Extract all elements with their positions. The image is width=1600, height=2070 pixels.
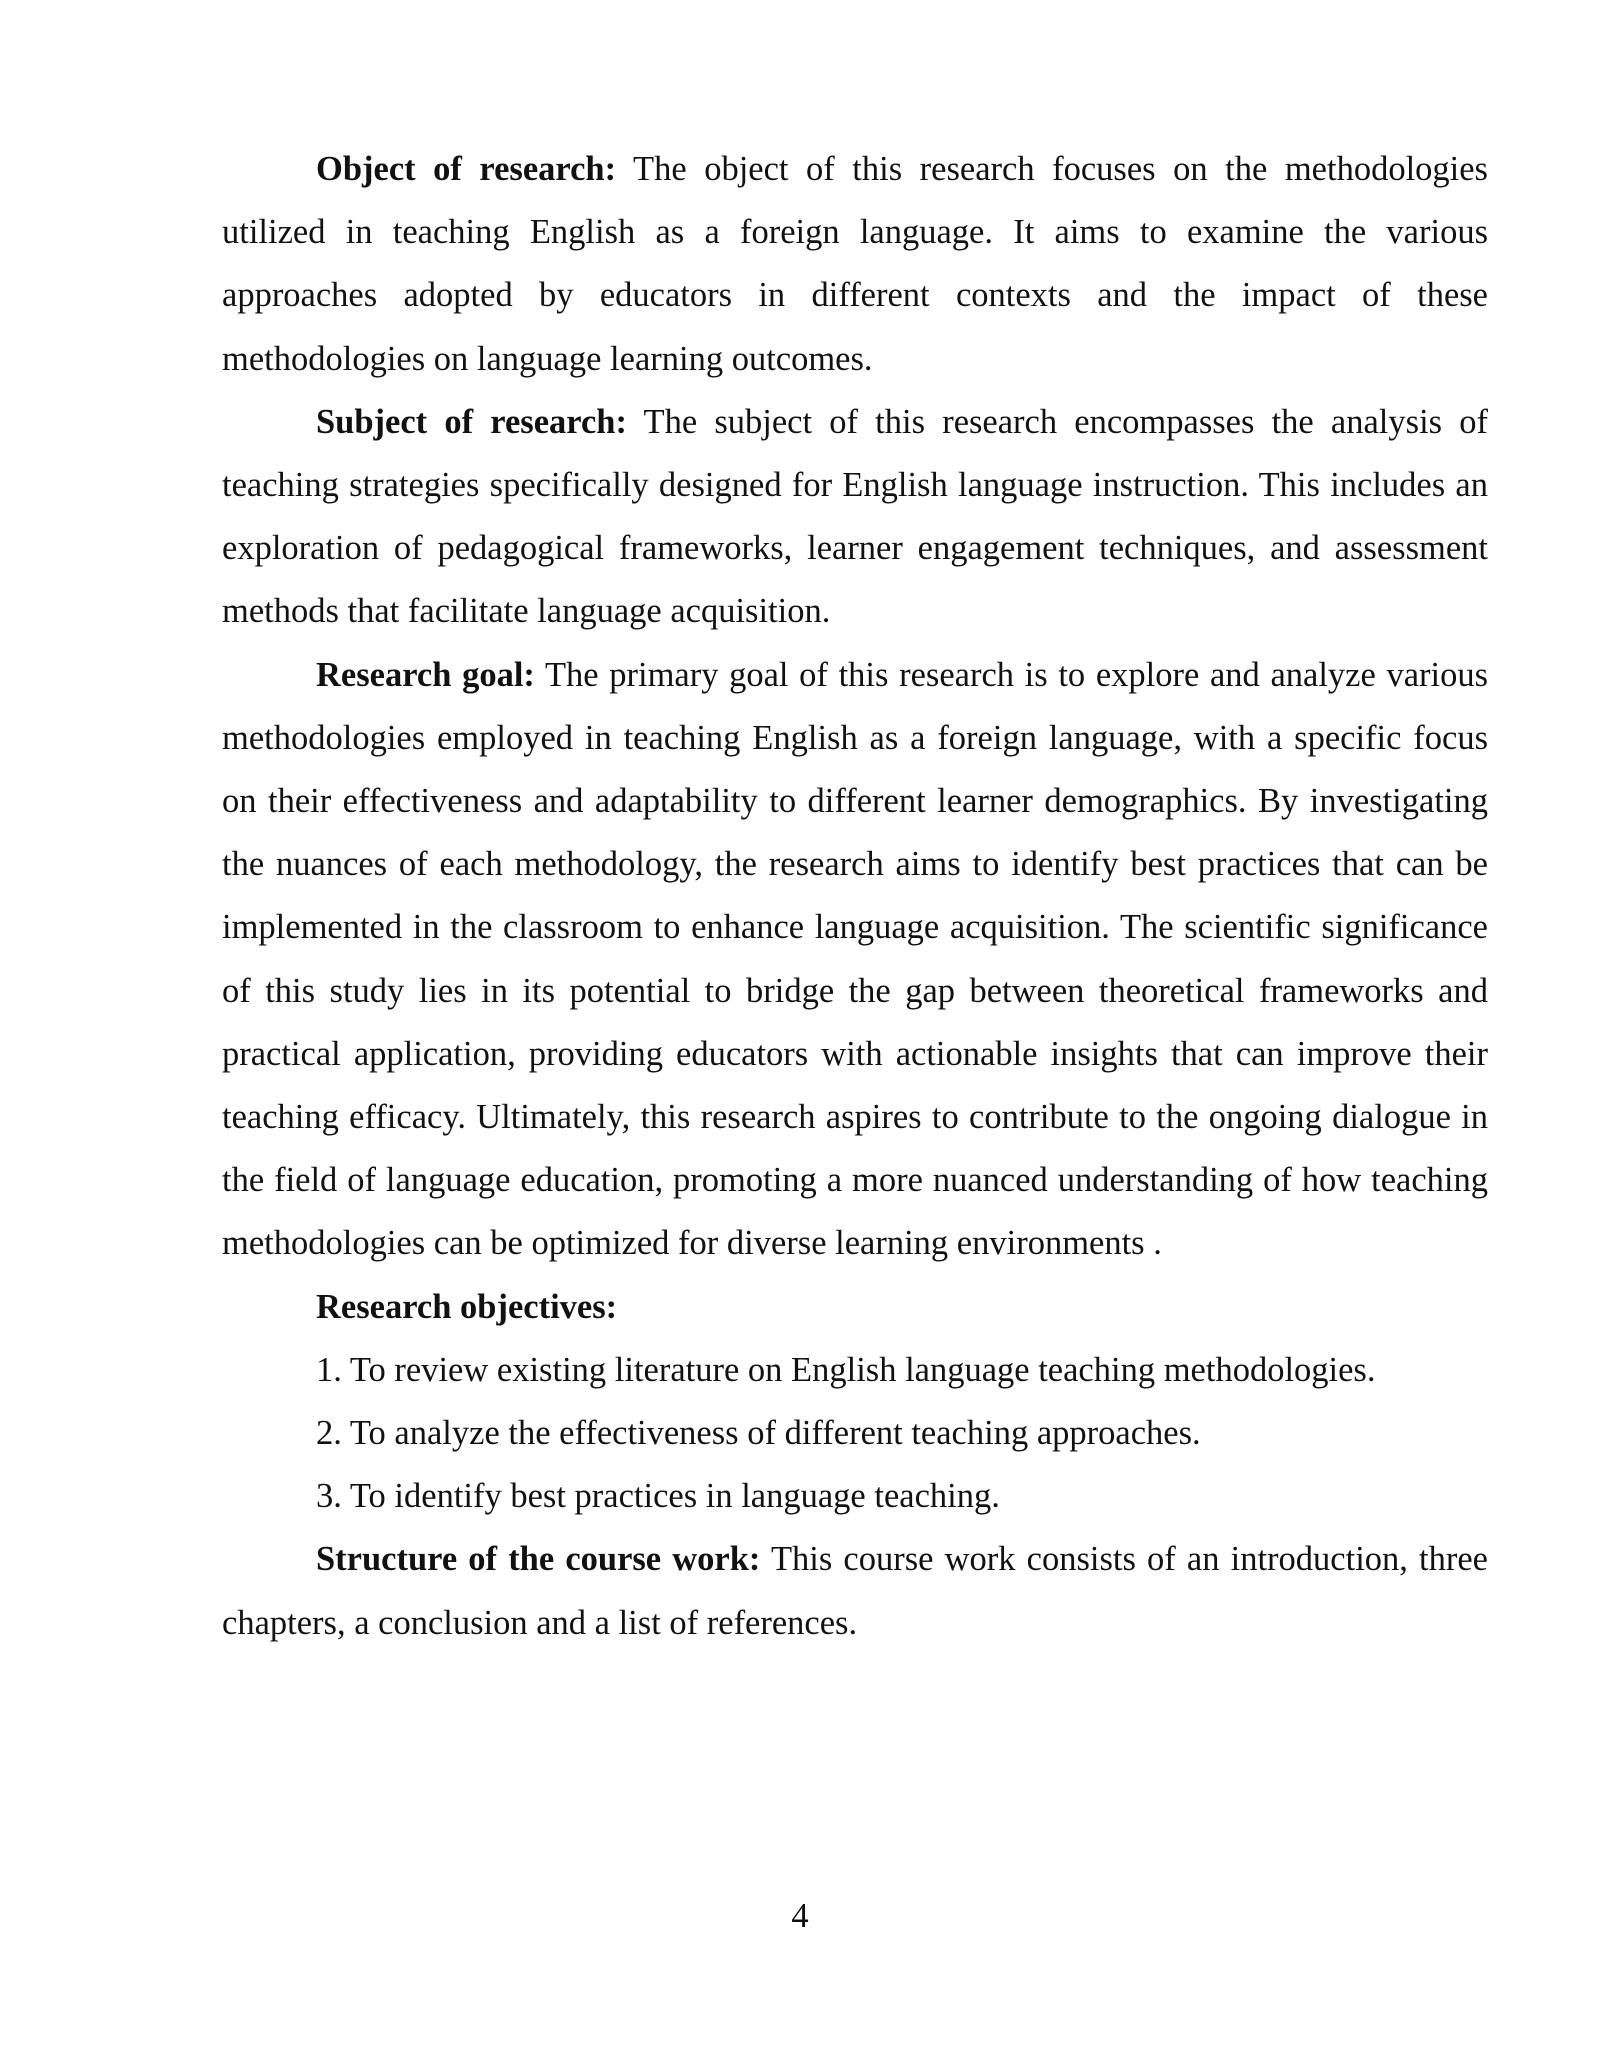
document-body — [222, 138, 1488, 1655]
objective-item: 2. To analyze the effectiveness of different teaching approaches. — [316, 1414, 1201, 1453]
object-of-research-text: The object of this research focuses on the methodologies utilized in teaching English as a foreign language. It aims to examine the various approaches adopted by educators in different contexts and the impact of these methodologies on language learning outcomes. — [222, 150, 1488, 378]
research-goal-text: The primary goal of this research is to explore and analyze various methodologies employed in teaching English as a foreign language, with a specific focus on their effectiveness and adaptability to different learner demographics. By investigating the nuances of each methodology, the research aims to identify best practices that can be implemented in the classroom to enhance language acquisition. The scientific significance of this study lies in its potential to bridge the gap between theoretical frameworks and practical application, providing educators with actionable insights that can improve their teaching efficacy. Ultimately, this research aspires to contribute to the ongoing dialogue in the field of language education, promoting a more nuanced understanding of how teaching methodologies can be optimized for diverse learning environments . — [222, 655, 1489, 1263]
structure-paragraph — [222, 1528, 1488, 1654]
research-goal-paragraph — [222, 644, 1488, 1276]
objective-item: 3. To identify best practices in language teaching. — [316, 1477, 1000, 1516]
structure-text: This course work consists of an introduction, three chapters, a conclusion and a list of references. — [222, 1540, 1488, 1642]
object-of-research-label: Object of research: — [316, 150, 617, 188]
object-of-research-paragraph — [222, 138, 1488, 391]
page-number: 4 — [791, 1897, 809, 1935]
subject-of-research-paragraph — [222, 391, 1488, 644]
research-objectives-heading: Research objectives: — [316, 1287, 618, 1326]
objective-item: 1. To review existing literature on English language teaching methodologies. — [316, 1350, 1376, 1389]
subject-of-research-text: The subject of this research encompasses the analysis of teaching strategies specifically designed for English language instruction. This includes an exploration of pedagogical frameworks, learner engagement techniques, and assessment methods that facilitate language acquisition. — [222, 402, 1489, 631]
subject-of-research-label: Subject of research: — [316, 402, 627, 441]
structure-label: Structure of the course work: — [316, 1540, 761, 1579]
research-goal-label: Research goal: — [316, 655, 535, 694]
